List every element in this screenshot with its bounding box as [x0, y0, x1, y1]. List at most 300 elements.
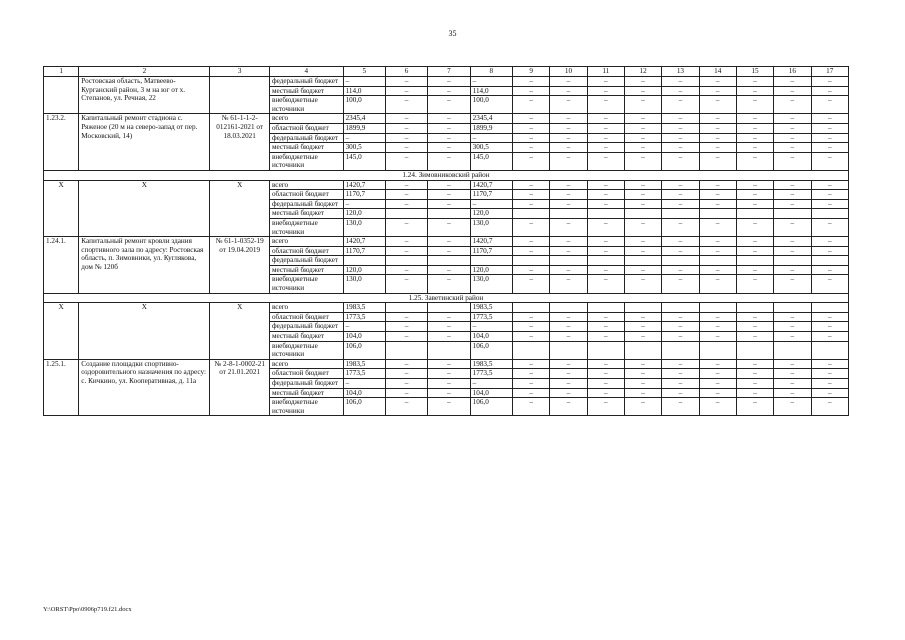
- value-cell: –: [736, 398, 773, 416]
- funding-source: внебюджетные источники: [269, 218, 343, 236]
- value-cell: –: [624, 246, 661, 256]
- value-cell: –: [513, 152, 550, 170]
- value-cell: –: [385, 114, 427, 124]
- value-cell: –: [550, 123, 587, 133]
- funding-source: областной бюджет: [269, 190, 343, 200]
- table-row: [44, 359, 849, 369]
- value-cell: –: [513, 359, 550, 369]
- column-header: 9: [513, 67, 550, 77]
- value-cell: –: [699, 190, 736, 200]
- value-cell: –: [699, 218, 736, 236]
- value-cell: –: [662, 114, 699, 124]
- value-cell: 1983,5: [470, 359, 512, 369]
- value-cell: –: [774, 123, 811, 133]
- value-cell: –: [513, 133, 550, 143]
- value-cell: –: [385, 152, 427, 170]
- value-cell: –: [385, 388, 427, 398]
- value-cell: –: [385, 369, 427, 379]
- value-cell: 1983,5: [343, 359, 385, 369]
- value-cell: –: [513, 332, 550, 342]
- value-cell: –: [513, 369, 550, 379]
- value-cell: –: [811, 77, 849, 87]
- value-cell: –: [385, 237, 427, 247]
- value-cell: –: [811, 398, 849, 416]
- value-cell: –: [550, 199, 587, 209]
- value-cell: 1170,7: [343, 246, 385, 256]
- value-cell: –: [428, 312, 470, 322]
- value-cell: [550, 341, 587, 359]
- value-cell: 130,0: [343, 275, 385, 293]
- value-cell: [428, 256, 470, 266]
- value-cell: –: [774, 143, 811, 153]
- value-cell: –: [736, 143, 773, 153]
- table-row: [44, 114, 849, 124]
- value-cell: –: [587, 275, 624, 293]
- value-cell: 1899,9: [470, 123, 512, 133]
- column-header: 5: [343, 67, 385, 77]
- value-cell: [736, 341, 773, 359]
- page-number: 35: [448, 29, 457, 38]
- value-cell: –: [774, 218, 811, 236]
- value-cell: –: [662, 398, 699, 416]
- section-row: [44, 170, 849, 180]
- value-cell: 1420,7: [470, 180, 512, 190]
- value-cell: –: [470, 322, 512, 332]
- funding-source: местный бюджет: [269, 332, 343, 342]
- value-cell: [699, 209, 736, 219]
- object-name: Создание площадки спортивно-оздоровительного назначения по адресу: с. Кичкино, ул. Кооперативная, д. 11а: [79, 359, 210, 416]
- value-cell: –: [699, 143, 736, 153]
- funding-source: местный бюджет: [269, 86, 343, 96]
- value-cell: –: [624, 275, 661, 293]
- value-cell: 1420,7: [470, 237, 512, 247]
- value-cell: –: [624, 96, 661, 114]
- value-cell: –: [428, 322, 470, 332]
- value-cell: –: [699, 96, 736, 114]
- value-cell: –: [428, 180, 470, 190]
- object-name: Х: [79, 180, 210, 237]
- value-cell: –: [428, 152, 470, 170]
- value-cell: –: [428, 123, 470, 133]
- value-cell: –: [587, 133, 624, 143]
- value-cell: –: [811, 237, 849, 247]
- funding-source: всего: [269, 114, 343, 124]
- value-cell: –: [811, 96, 849, 114]
- funding-source: областной бюджет: [269, 246, 343, 256]
- value-cell: –: [385, 199, 427, 209]
- value-cell: 100,0: [343, 96, 385, 114]
- value-cell: [624, 303, 661, 313]
- value-cell: –: [587, 369, 624, 379]
- expertise-doc: № 61-1-1-2-012161-2021 от 18.03.2021: [210, 114, 270, 171]
- value-cell: [736, 256, 773, 266]
- value-cell: –: [736, 180, 773, 190]
- value-cell: –: [736, 77, 773, 87]
- value-cell: –: [470, 379, 512, 389]
- funding-source: областной бюджет: [269, 312, 343, 322]
- value-cell: –: [736, 237, 773, 247]
- value-cell: –: [587, 123, 624, 133]
- value-cell: [513, 303, 550, 313]
- value-cell: –: [662, 77, 699, 87]
- value-cell: –: [699, 312, 736, 322]
- value-cell: –: [624, 86, 661, 96]
- expertise-doc: Х: [210, 180, 270, 237]
- value-cell: –: [587, 388, 624, 398]
- value-cell: –: [385, 379, 427, 389]
- funding-source: областной бюджет: [269, 369, 343, 379]
- value-cell: –: [811, 114, 849, 124]
- value-cell: –: [428, 379, 470, 389]
- value-cell: –: [343, 322, 385, 332]
- funding-source: федеральный бюджет: [269, 379, 343, 389]
- value-cell: –: [550, 114, 587, 124]
- value-cell: –: [550, 275, 587, 293]
- value-cell: –: [699, 379, 736, 389]
- value-cell: –: [811, 218, 849, 236]
- value-cell: –: [624, 218, 661, 236]
- value-cell: –: [774, 246, 811, 256]
- value-cell: 130,0: [343, 218, 385, 236]
- value-cell: –: [811, 265, 849, 275]
- funding-source: всего: [269, 303, 343, 313]
- value-cell: –: [550, 379, 587, 389]
- value-cell: –: [470, 133, 512, 143]
- value-cell: –: [550, 359, 587, 369]
- value-cell: [699, 256, 736, 266]
- value-cell: –: [811, 133, 849, 143]
- value-cell: –: [550, 152, 587, 170]
- funding-source: местный бюджет: [269, 265, 343, 275]
- value-cell: [662, 256, 699, 266]
- value-cell: –: [587, 199, 624, 209]
- value-cell: –: [736, 332, 773, 342]
- value-cell: –: [513, 180, 550, 190]
- value-cell: –: [811, 332, 849, 342]
- column-header: 8: [470, 67, 512, 77]
- expertise-doc: [210, 77, 270, 114]
- value-cell: –: [811, 152, 849, 170]
- value-cell: –: [624, 190, 661, 200]
- column-header: 10: [550, 67, 587, 77]
- value-cell: –: [550, 388, 587, 398]
- value-cell: 1983,5: [343, 303, 385, 313]
- value-cell: [550, 209, 587, 219]
- value-cell: –: [736, 322, 773, 332]
- value-cell: –: [774, 312, 811, 322]
- value-cell: [736, 303, 773, 313]
- table-row: [44, 77, 849, 87]
- value-cell: –: [550, 312, 587, 322]
- value-cell: 1420,7: [343, 237, 385, 247]
- value-cell: [550, 303, 587, 313]
- value-cell: –: [736, 96, 773, 114]
- funding-source: местный бюджет: [269, 209, 343, 219]
- value-cell: 1773,5: [470, 312, 512, 322]
- value-cell: 1170,7: [470, 190, 512, 200]
- value-cell: –: [736, 218, 773, 236]
- value-cell: –: [385, 398, 427, 416]
- value-cell: [587, 303, 624, 313]
- value-cell: –: [428, 388, 470, 398]
- value-cell: 1899,9: [343, 123, 385, 133]
- value-cell: –: [774, 199, 811, 209]
- value-cell: –: [343, 379, 385, 389]
- value-cell: 300,5: [470, 143, 512, 153]
- funding-source: областной бюджет: [269, 123, 343, 133]
- value-cell: –: [587, 312, 624, 322]
- value-cell: –: [624, 180, 661, 190]
- value-cell: –: [428, 77, 470, 87]
- value-cell: –: [385, 133, 427, 143]
- value-cell: –: [513, 275, 550, 293]
- value-cell: –: [587, 379, 624, 389]
- value-cell: –: [587, 265, 624, 275]
- funding-source: внебюджетные источники: [269, 152, 343, 170]
- value-cell: 120,0: [343, 209, 385, 219]
- value-cell: –: [774, 369, 811, 379]
- value-cell: 114,0: [470, 86, 512, 96]
- value-cell: –: [428, 143, 470, 153]
- value-cell: –: [811, 359, 849, 369]
- value-cell: –: [736, 114, 773, 124]
- value-cell: –: [428, 199, 470, 209]
- object-name: Капитальный ремонт стадиона с. Ряженое (20 м на северо-запад от пер. Московский, 14): [79, 114, 210, 171]
- value-cell: [385, 209, 427, 219]
- budget-table: [43, 66, 849, 416]
- row-number: 1.24.1.: [44, 237, 79, 294]
- value-cell: 1773,5: [343, 369, 385, 379]
- value-cell: –: [513, 265, 550, 275]
- value-cell: –: [513, 246, 550, 256]
- value-cell: 106,0: [470, 398, 512, 416]
- value-cell: 104,0: [343, 388, 385, 398]
- value-cell: –: [428, 398, 470, 416]
- value-cell: –: [699, 180, 736, 190]
- value-cell: –: [550, 322, 587, 332]
- value-cell: –: [736, 359, 773, 369]
- row-number: 1.25.1.: [44, 359, 79, 416]
- object-name: Х: [79, 303, 210, 360]
- value-cell: –: [811, 180, 849, 190]
- row-number: [44, 77, 79, 114]
- value-cell: 2345,4: [470, 114, 512, 124]
- value-cell: –: [699, 369, 736, 379]
- value-cell: –: [385, 143, 427, 153]
- funding-source: внебюджетные источники: [269, 275, 343, 293]
- value-cell: –: [699, 246, 736, 256]
- value-cell: –: [343, 77, 385, 87]
- value-cell: –: [699, 152, 736, 170]
- value-cell: –: [513, 379, 550, 389]
- value-cell: –: [428, 218, 470, 236]
- value-cell: [587, 209, 624, 219]
- row-number: Х: [44, 303, 79, 360]
- value-cell: –: [550, 218, 587, 236]
- value-cell: –: [550, 143, 587, 153]
- value-cell: –: [811, 123, 849, 133]
- value-cell: –: [774, 275, 811, 293]
- value-cell: 106,0: [470, 341, 512, 359]
- value-cell: [699, 341, 736, 359]
- value-cell: –: [774, 152, 811, 170]
- funding-source: внебюджетные источники: [269, 398, 343, 416]
- value-cell: –: [624, 143, 661, 153]
- value-cell: 130,0: [470, 275, 512, 293]
- value-cell: –: [624, 123, 661, 133]
- value-cell: –: [736, 275, 773, 293]
- value-cell: –: [513, 388, 550, 398]
- value-cell: –: [774, 114, 811, 124]
- value-cell: [774, 256, 811, 266]
- value-cell: [624, 256, 661, 266]
- row-number: Х: [44, 180, 79, 237]
- value-cell: –: [624, 114, 661, 124]
- value-cell: [662, 341, 699, 359]
- value-cell: –: [428, 237, 470, 247]
- value-cell: –: [513, 143, 550, 153]
- value-cell: –: [624, 199, 661, 209]
- value-cell: –: [736, 312, 773, 322]
- value-cell: [736, 209, 773, 219]
- value-cell: –: [587, 86, 624, 96]
- value-cell: [774, 209, 811, 219]
- value-cell: –: [550, 77, 587, 87]
- column-header: 15: [736, 67, 773, 77]
- value-cell: –: [699, 265, 736, 275]
- value-cell: –: [550, 180, 587, 190]
- value-cell: –: [811, 143, 849, 153]
- value-cell: –: [699, 332, 736, 342]
- value-cell: 104,0: [470, 332, 512, 342]
- value-cell: [385, 303, 427, 313]
- value-cell: 145,0: [343, 152, 385, 170]
- table-body: [44, 67, 849, 416]
- value-cell: –: [428, 275, 470, 293]
- value-cell: [343, 256, 385, 266]
- value-cell: –: [513, 199, 550, 209]
- column-header: 12: [624, 67, 661, 77]
- value-cell: –: [699, 398, 736, 416]
- value-cell: –: [736, 190, 773, 200]
- value-cell: –: [624, 237, 661, 247]
- value-cell: –: [774, 133, 811, 143]
- value-cell: –: [550, 96, 587, 114]
- value-cell: –: [736, 152, 773, 170]
- value-cell: 114,0: [343, 86, 385, 96]
- value-cell: –: [736, 246, 773, 256]
- value-cell: [624, 209, 661, 219]
- column-header: 6: [385, 67, 427, 77]
- value-cell: –: [662, 246, 699, 256]
- object-name: Капитальный ремонт кровли здания спортивного зала по адресу: Ростовская область, п. Зимовники, ул. Куглякова, дом № 120б: [79, 237, 210, 294]
- value-cell: [624, 341, 661, 359]
- value-cell: –: [662, 359, 699, 369]
- value-cell: –: [624, 133, 661, 143]
- value-cell: –: [385, 312, 427, 322]
- value-cell: –: [385, 86, 427, 96]
- value-cell: 300,5: [343, 143, 385, 153]
- value-cell: –: [699, 237, 736, 247]
- value-cell: –: [811, 86, 849, 96]
- column-header: 13: [662, 67, 699, 77]
- value-cell: 120,0: [343, 265, 385, 275]
- value-cell: [811, 209, 849, 219]
- value-cell: 1773,5: [470, 369, 512, 379]
- value-cell: [811, 256, 849, 266]
- value-cell: [811, 303, 849, 313]
- value-cell: –: [774, 265, 811, 275]
- value-cell: 1983,5: [470, 303, 512, 313]
- value-cell: –: [385, 332, 427, 342]
- expertise-doc: Х: [210, 303, 270, 360]
- value-cell: –: [428, 133, 470, 143]
- funding-source: всего: [269, 180, 343, 190]
- value-cell: [513, 209, 550, 219]
- value-cell: –: [428, 359, 470, 369]
- value-cell: –: [428, 96, 470, 114]
- value-cell: –: [774, 332, 811, 342]
- value-cell: –: [774, 86, 811, 96]
- value-cell: –: [587, 180, 624, 190]
- value-cell: –: [736, 199, 773, 209]
- value-cell: 1170,7: [470, 246, 512, 256]
- value-cell: –: [470, 77, 512, 87]
- value-cell: –: [662, 133, 699, 143]
- value-cell: [774, 341, 811, 359]
- value-cell: –: [513, 114, 550, 124]
- column-header: 1: [44, 67, 79, 77]
- value-cell: –: [513, 312, 550, 322]
- value-cell: –: [513, 86, 550, 96]
- value-cell: –: [624, 359, 661, 369]
- value-cell: –: [513, 96, 550, 114]
- value-cell: 120,0: [470, 209, 512, 219]
- value-cell: –: [662, 332, 699, 342]
- value-cell: –: [774, 379, 811, 389]
- value-cell: –: [624, 265, 661, 275]
- value-cell: –: [550, 265, 587, 275]
- section-row: [44, 293, 849, 303]
- value-cell: [385, 341, 427, 359]
- value-cell: –: [428, 265, 470, 275]
- value-cell: –: [587, 246, 624, 256]
- file-path-footer: Y:\ORST\Ppo\0906p719.f21.docx: [43, 606, 132, 613]
- value-cell: –: [811, 388, 849, 398]
- value-cell: –: [736, 123, 773, 133]
- value-cell: [587, 341, 624, 359]
- value-cell: –: [343, 133, 385, 143]
- value-cell: 120,0: [470, 265, 512, 275]
- value-cell: 130,0: [470, 218, 512, 236]
- value-cell: –: [587, 237, 624, 247]
- value-cell: –: [624, 369, 661, 379]
- value-cell: –: [550, 398, 587, 416]
- value-cell: –: [624, 388, 661, 398]
- value-cell: –: [513, 77, 550, 87]
- column-header: 16: [774, 67, 811, 77]
- value-cell: –: [587, 143, 624, 153]
- value-cell: 1170,7: [343, 190, 385, 200]
- section-title: 1.25. Заветинский район: [44, 293, 849, 303]
- funding-source: федеральный бюджет: [269, 77, 343, 87]
- value-cell: –: [385, 190, 427, 200]
- column-header: 4: [269, 67, 343, 77]
- value-cell: –: [811, 379, 849, 389]
- value-cell: –: [662, 123, 699, 133]
- value-cell: –: [587, 152, 624, 170]
- section-title: 1.24. Зимовниковский район: [44, 170, 849, 180]
